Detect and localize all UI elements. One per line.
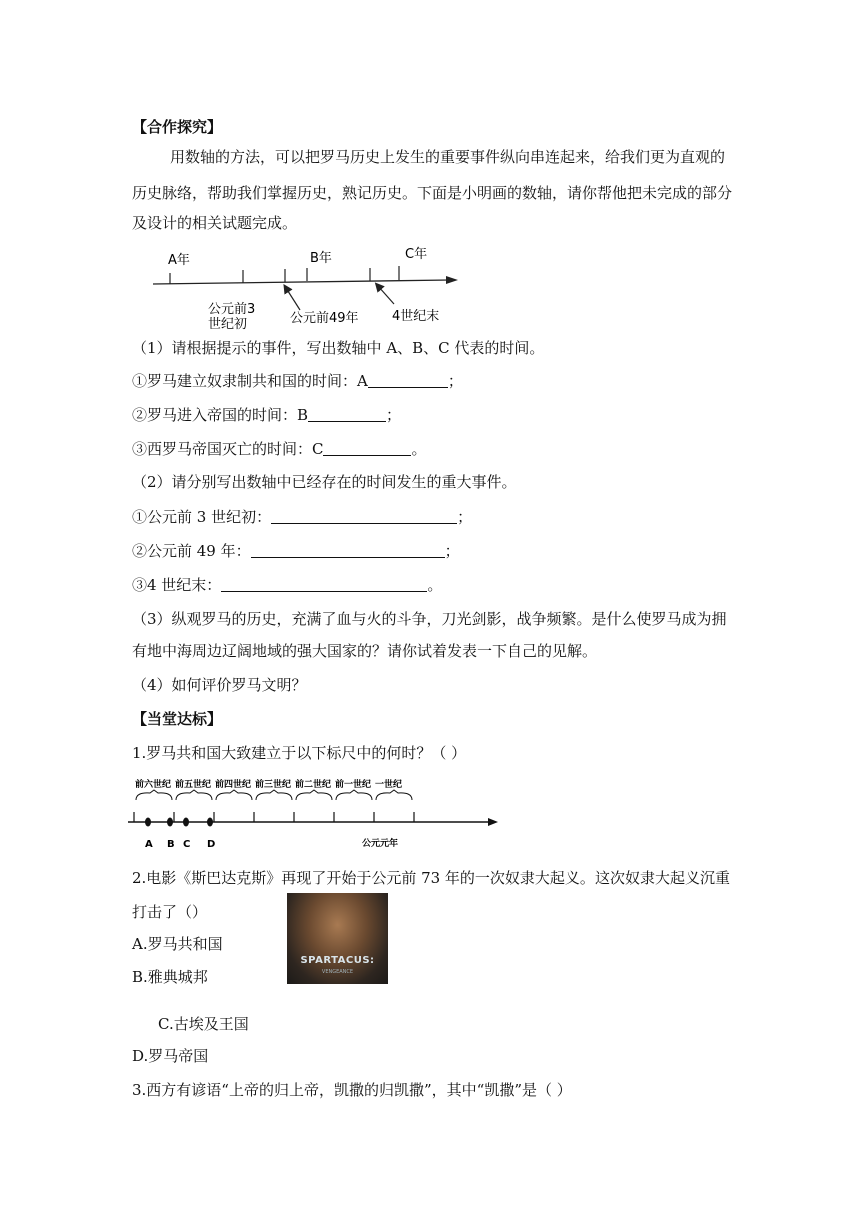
label-a-year: A年 xyxy=(168,253,190,268)
mc2-option-d: D.罗马帝国 xyxy=(132,1047,209,1065)
century-brace xyxy=(336,790,372,800)
label-49bc: 公元前49年 xyxy=(290,311,359,326)
mc2-option-b: B.雅典城邦 xyxy=(132,968,208,986)
label-4c-end: 4世纪末 xyxy=(392,309,440,324)
q1-item-c xyxy=(132,439,427,459)
intro-line-3: 及设计的相关试题完成。 xyxy=(132,214,298,232)
century-label: 一世纪 xyxy=(375,780,403,790)
ruler-axis-arrow xyxy=(488,818,498,826)
century-brace xyxy=(136,790,172,800)
q1-item-b xyxy=(132,405,401,425)
ruler-point xyxy=(183,818,189,827)
intro-line-2: 历史脉络，帮助我们掌握历史，熟记历史。下面是小明画的数轴，请你帮他把未完成的部分 xyxy=(132,184,733,202)
label-b-year: B年 xyxy=(310,251,332,266)
q1-item-c-text: ③西罗马帝国灭亡的时间：C xyxy=(132,440,324,458)
intro-line-1: 用数轴的方法，可以把罗马历史上发生的重要事件纵向串连起来，给我们更为直观的 xyxy=(170,148,726,166)
label-3c-line1: 公元前3 xyxy=(208,302,256,317)
timeline-axis xyxy=(153,280,450,284)
ruler-point xyxy=(145,818,151,827)
q2-item-3-end: 。 xyxy=(427,576,443,594)
ruler-ticks xyxy=(134,812,414,822)
century-brace xyxy=(176,790,212,800)
timeline-axis-arrow xyxy=(446,276,458,284)
q1-item-b-text: ②罗马进入帝国的时间：B xyxy=(132,406,309,424)
century-label: 前四世纪 xyxy=(215,780,252,790)
ruler-point xyxy=(167,818,173,827)
poster-title: SPARTACUS: xyxy=(300,955,375,966)
label-3c-line2: 世纪初 xyxy=(208,317,248,330)
century-brace xyxy=(216,790,252,800)
answer-blank-c[interactable] xyxy=(323,441,411,456)
ruler-point-label: B xyxy=(167,839,175,850)
timeline-rome xyxy=(150,238,470,330)
century-label: 前六世纪 xyxy=(135,780,172,790)
century-ruler xyxy=(128,772,508,854)
answer-blank-49[interactable] xyxy=(251,543,445,558)
q1-item-a xyxy=(132,371,463,391)
mc2-option-a: A.罗马共和国 xyxy=(132,935,223,953)
answer-blank-4c[interactable] xyxy=(221,577,427,592)
ruler-point-label: C xyxy=(183,839,191,850)
century-label: 前五世纪 xyxy=(175,780,212,790)
century-label: 前二世纪 xyxy=(295,780,332,790)
origin-label: 公元元年 xyxy=(362,839,399,849)
q2-item-1-end: ； xyxy=(457,508,473,526)
mc1-question: 1.罗马共和国大致建立于以下标尺中的何时？（ ） xyxy=(132,744,467,762)
q2-item-1 xyxy=(132,507,472,527)
q1-item-a-text: ①罗马建立奴隶制共和国的时间：A xyxy=(132,372,368,390)
q2-item-1-text: ①公元前 3 世纪初： xyxy=(132,508,272,526)
mc2-option-c: C.古埃及王国 xyxy=(158,1015,249,1033)
answer-blank-a[interactable] xyxy=(368,373,448,388)
ruler-point-label: D xyxy=(207,839,216,850)
q2-item-2 xyxy=(132,541,460,561)
q1-prompt: （1）请根据提示的事件，写出数轴中 A、B、C 代表的时间。 xyxy=(132,339,545,357)
mc2-question-line-1: 2.电影《斯巴达克斯》再现了开始于公元前 73 年的一次奴隶大起义。这次奴隶大起义沉重 xyxy=(132,869,730,887)
ruler-point-label: A xyxy=(145,839,153,850)
q2-item-2-end: ； xyxy=(444,542,460,560)
century-brace xyxy=(376,790,412,800)
section-heading-in-class-check: 【当堂达标】 xyxy=(132,710,223,728)
q1-item-b-end: ； xyxy=(386,406,402,424)
label-c-year: C年 xyxy=(405,247,428,262)
ruler-point xyxy=(207,818,213,827)
q2-item-2-text: ②公元前 49 年： xyxy=(132,542,251,560)
q3-line-1: （3）纵观罗马的历史，充满了血与火的斗争，刀光剑影，战争频繁。是什么使罗马成为拥 xyxy=(132,610,727,628)
q3-line-2: 有地中海周边辽阔地域的强大国家的？请你试着发表一下自己的见解。 xyxy=(132,642,598,660)
arrow-4c xyxy=(378,286,394,304)
century-braces xyxy=(136,790,412,800)
mc2-question-line-2: 打击了（） xyxy=(132,903,208,921)
answer-blank-b[interactable] xyxy=(308,407,386,422)
century-label: 前三世纪 xyxy=(255,780,292,790)
answer-blank-3c[interactable] xyxy=(271,509,457,524)
century-label: 前一世纪 xyxy=(335,780,372,790)
q2-item-3 xyxy=(132,575,442,595)
q4: （4）如何评价罗马文明？ xyxy=(132,676,307,694)
century-brace xyxy=(296,790,332,800)
q2-item-3-text: ③4 世纪末： xyxy=(132,576,222,594)
mc3-question: 3.西方有谚语“上帝的归上帝，凯撒的归凯撒”，其中“凯撒”是（ ） xyxy=(132,1081,572,1099)
arrow-49 xyxy=(286,288,300,310)
q1-item-c-end: 。 xyxy=(411,440,427,458)
poster-subtitle: VENGEANCE xyxy=(321,969,354,975)
section-heading-cooperative-inquiry: 【合作探究】 xyxy=(132,118,223,136)
q2-prompt: （2）请分别写出数轴中已经存在的时间发生的重大事件。 xyxy=(132,473,517,491)
century-labels xyxy=(135,778,402,790)
spartacus-poster-image xyxy=(287,893,388,984)
century-brace xyxy=(256,790,292,800)
q1-item-a-end: ； xyxy=(447,372,463,390)
